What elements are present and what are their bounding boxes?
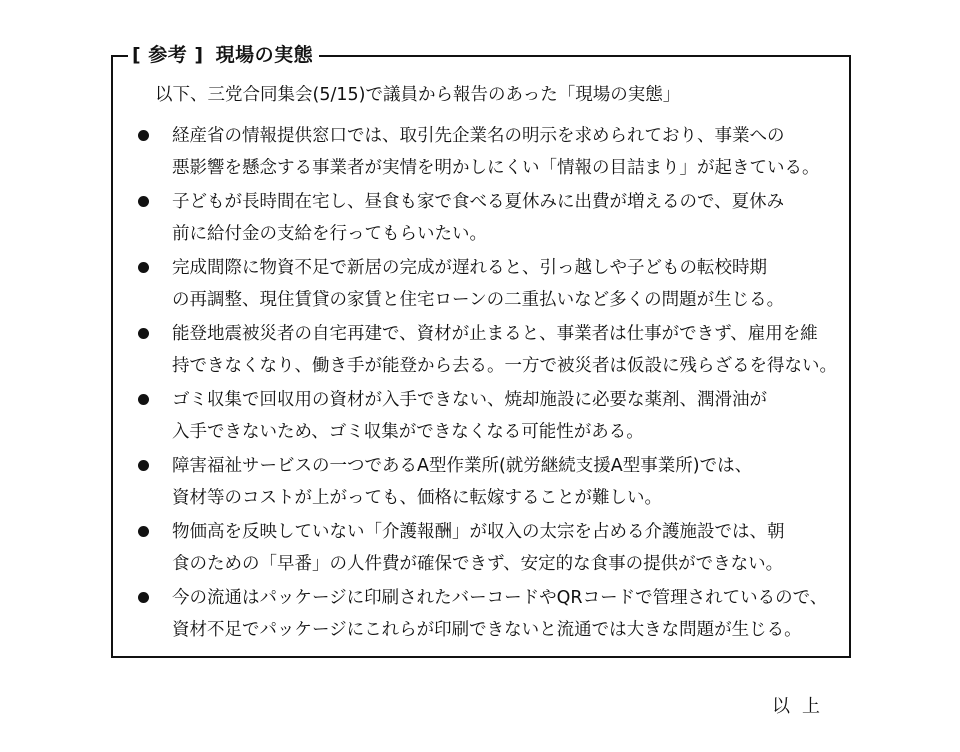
item-line-1: 物価高を反映していない「介護報酬」が収入の太宗を占める介護施設では、朝	[172, 522, 785, 542]
item-line-1: 経産省の情報提供窓口では、取引先企業名の明示を求められており、事業への	[172, 126, 785, 146]
bullet-icon	[138, 130, 149, 141]
item-line-1: ゴミ収集で回収用の資材が入手できない、焼却施設に必要な薬剤、潤滑油が	[172, 390, 767, 410]
list-item	[130, 186, 837, 252]
list-item	[130, 120, 837, 186]
item-line-1: 今の流通はパッケージに印刷されたバーコードやQRコードで管理されているので、	[172, 588, 828, 608]
item-line-1: 子どもが長時間在宅し、昼食も家で食べる夏休みに出費が増えるので、夏休み	[172, 192, 785, 212]
item-line-1: 障害福祉サービスの一つであるA型作業所(就労継続支援A型事業所)では、	[172, 456, 753, 476]
item-line-2: 持できなくなり、働き手が能登から去る。一方で被災者は仮設に残らざるを得ない。	[172, 356, 837, 376]
list-item	[130, 516, 837, 582]
bullet-icon	[138, 394, 149, 405]
item-line-1: 完成間際に物資不足で新居の完成が遅れると、引っ越しや子どもの転校時期	[172, 258, 767, 278]
bullet-icon	[138, 262, 149, 273]
reference-tag: [ 参考 ]	[132, 44, 204, 66]
item-line-2: 悪影響を懸念する事業者が実情を明かしにくい「情報の目詰まり」が起きている。	[172, 158, 820, 178]
list-item	[130, 384, 837, 450]
item-line-2: の再調整、現住賃貸の家賃と住宅ローンの二重払いなど多くの問題が生じる。	[172, 290, 785, 310]
item-line-2: 資材等のコストが上がっても、価格に転嫁することが難しい。	[172, 488, 662, 508]
bullet-list	[130, 120, 837, 648]
section-title: 現場の実態	[215, 44, 314, 66]
list-item	[130, 582, 837, 648]
item-line-2: 食のための「早番」の人件費が確保できず、安定的な食事の提供ができない。	[172, 554, 784, 574]
item-line-2: 資材不足でパッケージにこれらが印刷できないと流通では大きな問題が生じる。	[172, 620, 802, 640]
list-item	[130, 252, 837, 318]
list-item	[130, 318, 837, 384]
item-line-2: 入手できないため、ゴミ収集ができなくなる可能性がある。	[172, 422, 644, 442]
bullet-icon	[138, 196, 149, 207]
list-item	[130, 450, 837, 516]
item-line-2: 前に給付金の支給を行ってもらいたい。	[172, 224, 487, 244]
closing-text: 以上	[772, 696, 832, 717]
bullet-icon	[138, 328, 149, 339]
intro-text: 以下、三党合同集会(5/15)で議員から報告のあった「現場の実態」	[155, 85, 681, 105]
bullet-icon	[138, 526, 149, 537]
bullet-icon	[138, 460, 149, 471]
section-heading	[128, 41, 319, 69]
item-line-1: 能登地震被災者の自宅再建で、資材が止まると、事業者は仕事ができず、雇用を維	[172, 324, 818, 344]
bullet-icon	[138, 592, 149, 603]
